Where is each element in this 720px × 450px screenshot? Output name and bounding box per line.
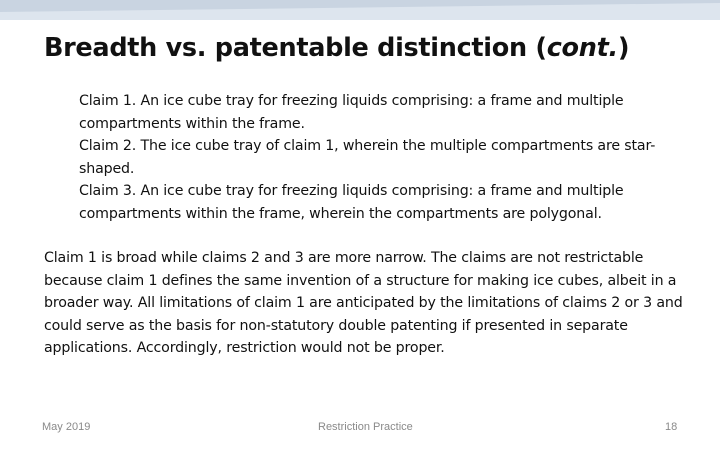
claim-1: Claim 1. An ice cube tray for freezing liquids comprising: a frame and multiple compartments within the frame. bbox=[79, 93, 624, 132]
header-band-graphic bbox=[0, 0, 720, 20]
claim-2: Claim 2. The ice cube tray of claim 1, wherein the multiple compartments are star-shaped. bbox=[79, 138, 656, 177]
claim-3: Claim 3. An ice cube tray for freezing liquids comprising: a frame and multiple compartments within the frame, wherein the compartments are polygonal. bbox=[79, 183, 624, 222]
slide-title-main: Breadth vs. patentable distinction ( bbox=[44, 33, 547, 63]
slide-title-end: ) bbox=[617, 33, 630, 63]
page-number: 18 bbox=[665, 421, 678, 433]
slide-title bbox=[44, 33, 629, 63]
slide-title-italic: cont. bbox=[546, 33, 618, 63]
footer-date: May 2019 bbox=[42, 421, 91, 433]
footer-title: Restriction Practice bbox=[318, 421, 413, 433]
header-band bbox=[0, 0, 720, 20]
explanation-paragraph: Claim 1 is broad while claims 2 and 3 are more narrow. The claims are not restrictable because claim 1 defines the same invention of a structure for making ice cubes, albeit in a broader way. All limitations of claim 1 are anticipated by the limitations of claims 2 or 3 and could serve as the basis for non-statutory double patenting if presented in separate applications. Accordingly, restriction would not be proper. bbox=[44, 250, 683, 357]
claims-list bbox=[79, 90, 679, 226]
